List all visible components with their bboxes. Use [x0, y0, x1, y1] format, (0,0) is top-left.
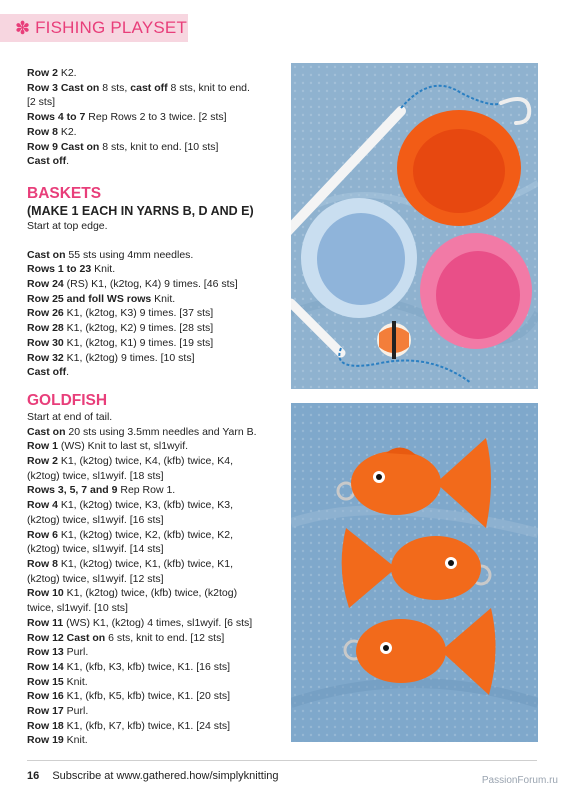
- pattern-row: Row 15 Knit.: [27, 675, 88, 688]
- pattern-row: Rows 4 to 7 Rep Rows 2 to 3 twice. [2 sts]: [27, 111, 227, 124]
- baskets-rows: [27, 248, 279, 380]
- pattern-row: Rows 3, 5, 7 and 9 Rep Row 1.: [27, 484, 176, 497]
- goldfish-photo: [291, 403, 538, 742]
- baskets-intro: Start at top edge.: [27, 219, 108, 232]
- pattern-row: Row 3 Cast on 8 sts, cast off 8 sts, knit to end.: [27, 81, 250, 94]
- pattern-row: Rows 1 to 23 Knit.: [27, 263, 116, 276]
- pattern-row: Row 1 (WS) Knit to last st, sl1wyif.: [27, 440, 189, 453]
- watermark: PassionForum.ru: [481, 775, 558, 786]
- footer-divider: [27, 760, 537, 761]
- baskets-subtitle: (MAKE 1 EACH IN YARNS B, D AND E): [27, 203, 254, 218]
- pattern-row: Row 26 K1, (k2tog, K3) 9 times. [37 sts]: [27, 307, 214, 320]
- goldfish-rows: [27, 410, 279, 748]
- pattern-column: [27, 66, 279, 748]
- section-header-tab: [0, 14, 188, 42]
- pattern-row: Row 8 K1, (k2tog) twice, K1, (kfb) twice, K1,: [27, 557, 233, 570]
- footer: [27, 770, 279, 782]
- pattern-row: Row 2 K2.: [27, 67, 77, 79]
- pattern-row: twice, sl1wyif. [10 sts]: [27, 602, 128, 615]
- pattern-row: Row 19 Knit.: [27, 734, 88, 747]
- pattern-row: Start at end of tail.: [27, 410, 113, 423]
- pattern-row: (k2tog) twice, sl1wyif. [12 sts]: [27, 572, 164, 585]
- pattern-row: [2 sts]: [27, 96, 56, 109]
- pattern-row: Row 25 and foll WS rows Knit.: [27, 292, 176, 305]
- pattern-row: Row 24 (RS) K1, (k2tog, K4) 9 times. [46 sts]: [27, 278, 238, 291]
- flower-icon: ✽: [15, 18, 31, 38]
- pattern-row: Row 4 K1, (k2tog) twice, K3, (kfb) twice, K3,: [27, 499, 233, 512]
- pattern-row: Row 17 Purl.: [27, 705, 89, 718]
- pattern-row: Row 11 (WS) K1, (k2tog) 4 times, sl1wyif. [6 sts]: [27, 616, 253, 629]
- pattern-row: Row 14 K1, (kfb, K3, kfb) twice, K1. [16 sts]: [27, 660, 231, 673]
- pattern-row: Cast on 55 sts using 4mm needles.: [27, 248, 194, 261]
- pattern-row: Row 18 K1, (kfb, K7, kfb) twice, K1. [24 sts]: [27, 719, 231, 732]
- pattern-row: Row 32 K1, (k2tog) 9 times. [10 sts]: [27, 351, 195, 364]
- pattern-row: Row 28 K1, (k2tog, K2) 9 times. [28 sts]: [27, 322, 214, 335]
- pattern-row: Cast off.: [27, 366, 70, 379]
- pattern-row: (k2tog) twice, sl1wyif. [14 sts]: [27, 543, 164, 556]
- pattern-row: Row 6 K1, (k2tog) twice, K2, (kfb) twice, K2,: [27, 528, 233, 541]
- baskets-photo: [291, 63, 538, 389]
- pattern-row: Row 12 Cast on 6 sts, knit to end. [12 sts]: [27, 631, 225, 644]
- pattern-row: Row 30 K1, (k2tog, K1) 9 times. [19 sts]: [27, 336, 214, 349]
- goldfish-title: GOLDFISH: [27, 391, 108, 409]
- pattern-row: Row 10 K1, (k2tog) twice, (kfb) twice, (k2tog): [27, 587, 238, 600]
- pattern-row: Cast off.: [27, 155, 70, 168]
- intro-rows: [27, 66, 279, 169]
- pattern-row: Row 8 K2.: [27, 125, 77, 138]
- pattern-row: Row 2 K1, (k2tog) twice, K4, (kfb) twice, K4,: [27, 455, 233, 468]
- section-title: FISHING PLAYSET: [35, 18, 188, 37]
- page-number: 16: [27, 770, 40, 782]
- baskets-title: BASKETS: [27, 184, 102, 202]
- subscribe-text: Subscribe at www.gathered.how/simplyknitting: [52, 770, 279, 782]
- pattern-row: Row 9 Cast on 8 sts, knit to end. [10 sts]: [27, 140, 219, 153]
- pattern-row: (k2tog) twice, sl1wyif. [18 sts]: [27, 469, 164, 482]
- pattern-row: Row 13 Purl.: [27, 646, 89, 659]
- pattern-row: (k2tog) twice, sl1wyif. [16 sts]: [27, 513, 164, 526]
- pattern-row: Row 16 K1, (kfb, K5, kfb) twice, K1. [20 sts]: [27, 690, 231, 703]
- pattern-row: Cast on 20 sts using 3.5mm needles and Yarn B.: [27, 425, 257, 438]
